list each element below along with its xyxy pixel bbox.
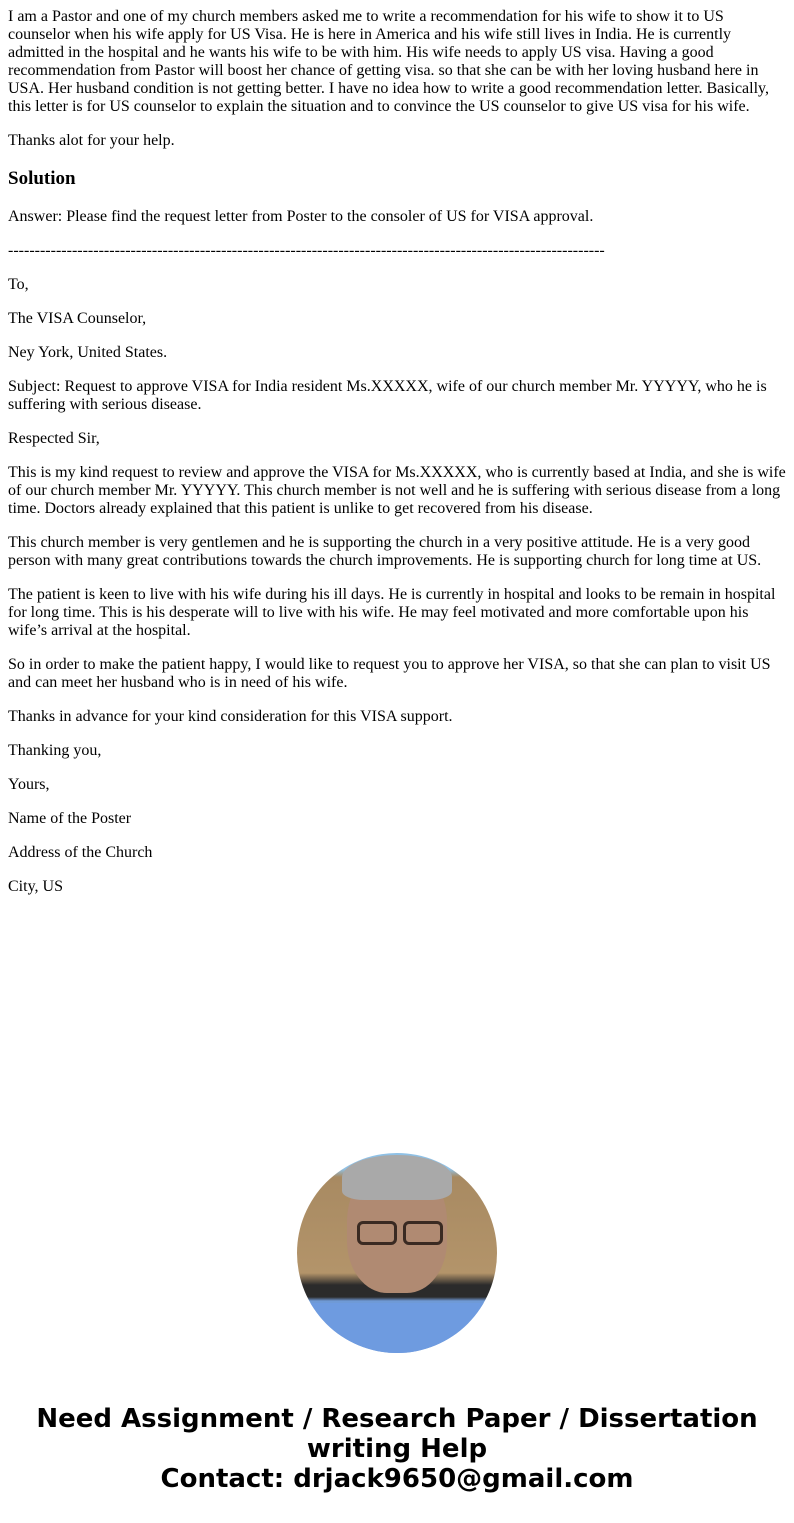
- answer-intro: Answer: Please find the request letter from Poster to the consoler of US for VISA approval.: [8, 208, 594, 225]
- shirt: [297, 1303, 497, 1353]
- letter-paragraph: So in order to make the patient happy, I would like to request you to approve her VISA, so that she can plan to visit US and can meet her husband who is in need of his wife.: [8, 656, 771, 691]
- hair: [342, 1155, 452, 1200]
- letter-paragraph: Subject: Request to approve VISA for India resident Ms.XXXXX, wife of our church member Mr. YYYYY, who he is suffering with serious disease.: [8, 378, 767, 413]
- letter-paragraph: The VISA Counselor,: [8, 310, 147, 327]
- author-photo: [297, 1153, 497, 1353]
- letter-paragraph: This church member is very gentlemen and he is supporting the church in a very positive attitude. He is a very good person with many great contributions towards the church improvements. He is supporting church for long time at US.: [8, 534, 762, 569]
- letter-paragraph: Ney York, United States.: [8, 344, 168, 361]
- letter: [8, 276, 786, 896]
- question-text: I am a Pastor and one of my church members asked me to write a recommendation for his wife to show it to US counselor when his wife apply for US Visa. He is here in America and his wife still lives in India. He is currently admitted in the hospital and he wants his wife to be with him. His wife needs to apply US visa. Having a good recommendation from Pastor will boost her chance of getting visa. so that she can be with her loving husband here in USA. Her husband condition is not getting better. I have no idea how to write a good recommendation letter. Basically, this letter is for US counselor to explain the situation and to convince the US counselor to give US visa for his wife.: [8, 8, 770, 115]
- glasses-left: [357, 1221, 397, 1245]
- question-thanks: Thanks alot for your help.: [8, 132, 175, 149]
- letter-paragraph: Name of the Poster: [8, 810, 132, 827]
- glasses-right: [403, 1221, 443, 1245]
- footer-line-1: Need Assignment / Research Paper / Dissertation: [36, 1404, 758, 1434]
- letter-paragraph: Address of the Church: [8, 844, 153, 861]
- footer-line-2: writing Help: [306, 1434, 488, 1464]
- letter-paragraph: The patient is keen to live with his wife during his ill days. He is currently in hospital and looks to be remain in hospital for long time. This is his desperate will to live with his wife. He may feel motivated and more comfortable upon his wife’s arrival at the hospital.: [8, 586, 776, 639]
- footer-contact: Contact: drjack9650@gmail.com: [160, 1464, 634, 1494]
- letter-paragraph: Thanking you,: [8, 742, 102, 759]
- solution-heading: Solution: [8, 168, 76, 189]
- letter-paragraph: To,: [8, 276, 29, 293]
- letter-paragraph: This is my kind request to review and approve the VISA for Ms.XXXXX, who is currently based at India, and she is wife of our church member Mr. YYYYY. This church member is not well and he is suffering with serious disease from a long time. Doctors already explained that this patient is unlike to get recovered from his disease.: [8, 464, 786, 517]
- letter-paragraph: City, US: [8, 878, 63, 895]
- letter-paragraph: Respected Sir,: [8, 430, 100, 447]
- divider: ----------------------------------------------------------------------------------------------------------------: [8, 242, 605, 259]
- letter-paragraph: Yours,: [8, 776, 50, 793]
- letter-paragraph: Thanks in advance for your kind consideration for this VISA support.: [8, 708, 453, 725]
- footer-ad: [0, 1404, 794, 1494]
